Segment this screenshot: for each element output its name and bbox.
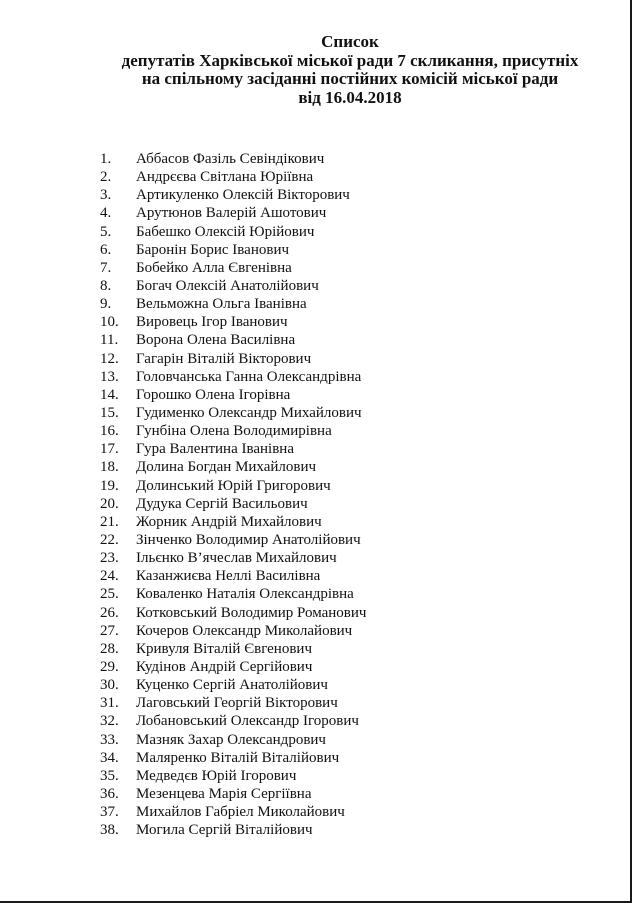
list-item-name: Гунбіна Олена Володимирівна — [136, 423, 332, 440]
list-item — [100, 658, 366, 676]
list-item-number: 38. — [100, 822, 119, 839]
list-item — [100, 386, 366, 404]
list-item-name: Маляренко Віталій Віталійович — [136, 749, 340, 766]
list-item-name: Арутюнов Валерій Ашотович — [136, 205, 327, 222]
list-item-name: Лаговський Георгій Вікторович — [136, 695, 338, 712]
list-item — [100, 567, 366, 585]
list-item — [100, 513, 366, 531]
list-item — [100, 549, 366, 567]
list-item — [100, 223, 366, 241]
document-subtitle-line-1: депутатів Харківської міської ради 7 скликання, присутніх — [121, 50, 579, 70]
list-item-number: 10. — [100, 314, 119, 331]
list-item — [100, 585, 366, 603]
list-item — [100, 440, 366, 458]
list-item — [100, 694, 366, 712]
list-item-name: Медведєв Юрій Ігорович — [136, 767, 297, 784]
list-item-name: Куценко Сергій Анатолійович — [136, 677, 328, 694]
list-item — [100, 313, 366, 331]
list-item — [100, 422, 366, 440]
list-item-name: Ільєнко В’ячеслав Михайлович — [136, 550, 337, 567]
document-title: Список — [321, 32, 379, 51]
list-item-name: Казанжиєва Неллі Василівна — [136, 568, 321, 585]
list-item-number: 15. — [100, 404, 119, 421]
list-item-name: Гагарін Віталій Вікторович — [136, 350, 312, 367]
list-item — [100, 803, 366, 821]
list-item-number: 11. — [100, 332, 119, 349]
list-item-name: Коваленко Наталія Олександрівна — [136, 586, 354, 603]
list-item-number: 26. — [100, 604, 119, 621]
list-item-number: 21. — [100, 513, 119, 530]
list-item-name: Аббасов Фазіль Севіндікович — [136, 151, 325, 167]
list-item-number: 16. — [100, 423, 119, 440]
list-item-number: 34. — [100, 749, 119, 766]
list-item-number: 19. — [100, 477, 119, 494]
list-item-name: Могила Сергій Віталійович — [136, 822, 313, 839]
list-item-number: 1. — [100, 151, 112, 167]
list-item-number: 30. — [100, 677, 119, 694]
list-item-number: 17. — [100, 441, 119, 458]
list-item-number: 5. — [100, 223, 112, 240]
document-date: від 16.04.2018 — [298, 87, 402, 107]
list-item-name: Мазняк Захар Олександрович — [136, 731, 326, 748]
list-item — [100, 404, 366, 422]
list-item-number: 6. — [100, 241, 112, 258]
document-heading — [0, 33, 632, 107]
list-item-name: Кривуля Віталій Євгенович — [136, 640, 312, 657]
list-item-number: 4. — [100, 205, 112, 222]
list-item-number: 23. — [100, 550, 119, 567]
list-item — [100, 749, 366, 767]
list-item-number: 9. — [100, 296, 112, 313]
list-item-number: 8. — [100, 277, 112, 294]
list-item-number: 35. — [100, 767, 119, 784]
list-item-number: 29. — [100, 658, 119, 675]
list-item-name: Бабешко Олексій Юрійович — [136, 223, 315, 240]
list-item-name: Ворона Олена Василівна — [136, 332, 296, 349]
list-item-name: Кудінов Андрій Сергійович — [136, 658, 313, 675]
list-item — [100, 604, 366, 622]
list-item — [100, 331, 366, 349]
list-item-name: Богач Олексій Анатолійович — [136, 277, 319, 294]
list-item-number: 13. — [100, 368, 119, 385]
list-item-name: Горошко Олена Ігорівна — [136, 386, 291, 403]
list-item-number: 31. — [100, 695, 119, 712]
list-item — [100, 785, 366, 803]
list-item — [100, 622, 366, 640]
list-item — [100, 168, 366, 186]
deputy-list — [100, 150, 366, 839]
list-item-number: 24. — [100, 568, 119, 585]
list-item-number: 32. — [100, 713, 119, 730]
list-item-name: Дудука Сергій Васильович — [136, 495, 308, 512]
list-item — [100, 458, 366, 476]
list-item-name: Долинський Юрій Григорович — [136, 477, 331, 494]
list-item-name: Кочеров Олександр Миколайович — [136, 622, 353, 639]
list-item-number: 25. — [100, 586, 119, 603]
list-item — [100, 767, 366, 785]
list-item-name: Михайлов Габріел Миколайович — [136, 804, 345, 821]
list-item-number: 28. — [100, 640, 119, 657]
list-item — [100, 277, 366, 295]
list-item-name: Баронін Борис Іванович — [136, 241, 290, 258]
list-item-number: 7. — [100, 259, 112, 276]
list-item — [100, 241, 366, 259]
list-item-number: 33. — [100, 731, 119, 748]
list-item-name: Андрєєва Світлана Юріївна — [136, 169, 314, 186]
list-item-name: Вировець Ігор Іванович — [136, 314, 288, 331]
list-item-number: 36. — [100, 785, 119, 802]
list-item-number: 2. — [100, 169, 112, 186]
list-item-number: 20. — [100, 495, 119, 512]
list-item-name: Гура Валентина Іванівна — [136, 441, 294, 458]
list-item-name: Артикуленко Олексій Вікторович — [136, 187, 350, 204]
list-item-number: 12. — [100, 350, 119, 367]
list-item-name: Котковський Володимир Романович — [136, 604, 367, 621]
list-item-number: 37. — [100, 804, 119, 821]
list-item-number: 18. — [100, 459, 119, 476]
list-item — [100, 495, 366, 513]
list-item — [100, 204, 366, 222]
list-item — [100, 368, 366, 386]
list-item-number: 3. — [100, 187, 112, 204]
list-item — [100, 259, 366, 277]
list-item — [100, 676, 366, 694]
list-item-number: 22. — [100, 531, 119, 548]
list-item — [100, 477, 366, 495]
list-item — [100, 712, 366, 730]
list-item — [100, 731, 366, 749]
list-item-name: Бобейко Алла Євгенівна — [136, 259, 292, 276]
list-item-name: Гудименко Олександр Михайлович — [136, 404, 362, 421]
list-item-name: Жорник Андрій Михайлович — [136, 513, 322, 530]
list-item-name: Зінченко Володимир Анатолійович — [136, 531, 361, 548]
list-item-number: 27. — [100, 622, 119, 639]
list-item — [100, 640, 366, 658]
document-subtitle-line-2: на спільному засіданні постійних комісій міської ради — [141, 69, 559, 88]
list-item-name: Головчанська Ганна Олександрівна — [136, 368, 362, 385]
list-item — [100, 295, 366, 313]
list-item — [100, 186, 366, 204]
list-item-name: Мезенцева Марія Сергіївна — [136, 785, 312, 802]
list-item — [100, 531, 366, 549]
list-item-name: Лобановський Олександр Ігорович — [136, 713, 359, 730]
list-item — [100, 150, 366, 168]
list-item — [100, 350, 366, 368]
list-item-name: Вельможна Ольга Іванівна — [136, 296, 307, 313]
list-item — [100, 821, 366, 839]
list-item-number: 14. — [100, 386, 119, 403]
list-item-name: Долина Богдан Михайлович — [136, 459, 317, 476]
